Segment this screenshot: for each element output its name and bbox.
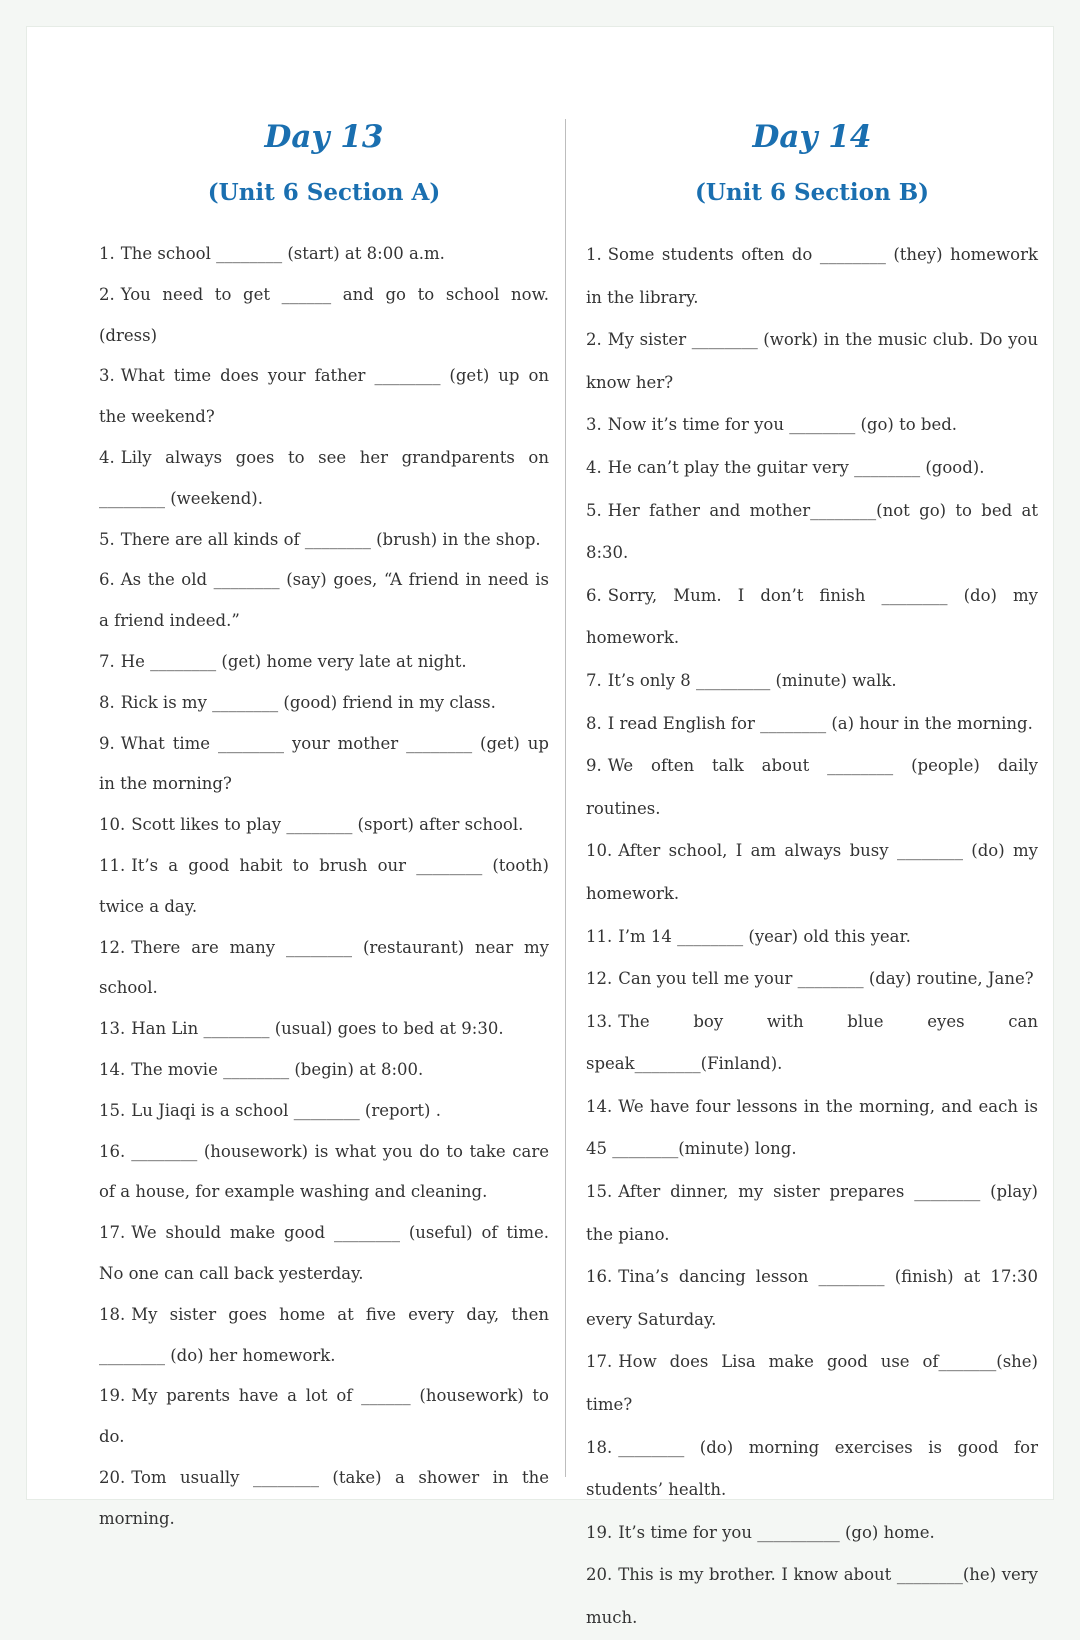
exercise-text: He ________ (get) home very late at night. — [120, 651, 467, 671]
exercise-number: 9. — [99, 733, 115, 753]
exercise-text: The boy with blue eyes can speak________(Finland). — [586, 1011, 1038, 1074]
exercise-item — [586, 447, 1038, 490]
exercise-text: This is my brother. I know about ________(he) very much. — [586, 1565, 1038, 1627]
exercise-item — [99, 1295, 549, 1377]
exercise-item — [99, 928, 549, 1010]
day14-subtitle: (Unit 6 Section B) — [694, 179, 930, 206]
exercise-item — [99, 520, 549, 561]
exercise-item — [99, 683, 549, 724]
exercise-item — [99, 1050, 549, 1091]
exercise-number: 2. — [99, 284, 115, 304]
exercise-number: 3. — [99, 366, 115, 386]
exercise-text: ________ (housework) is what you do to take care of a house, for example washing and cleaning. — [99, 1141, 549, 1202]
exercise-item — [586, 660, 1038, 703]
exercise-text: Tom usually ________ (take) a shower in the morning. — [99, 1467, 549, 1528]
exercise-text: He can’t play the guitar very ________ (good). — [607, 457, 985, 477]
exercise-item — [586, 319, 1038, 404]
exercise-text: Some students often do ________ (they) homework in the library. — [586, 245, 1038, 307]
exercise-number: 4. — [586, 457, 602, 477]
day13-exercise-list — [99, 234, 549, 1540]
exercise-text: Lu Jiaqi is a school ________ (report) . — [131, 1100, 441, 1120]
exercise-number: 11. — [99, 855, 126, 875]
exercise-text: Rick is my ________ (good) friend in my class. — [120, 692, 496, 712]
exercise-text: What time does your father ________ (get) up on the weekend? — [99, 366, 549, 427]
exercise-item — [586, 958, 1038, 1001]
exercise-number: 4. — [99, 447, 115, 467]
exercise-item — [99, 1009, 549, 1050]
column-divider — [565, 119, 566, 1477]
exercise-text: My sister ________ (work) in the music club. Do you know her? — [586, 330, 1038, 392]
exercise-item — [99, 1376, 549, 1458]
exercise-number: 6. — [586, 585, 602, 605]
exercise-text: The movie ________ (begin) at 8:00. — [131, 1059, 424, 1079]
exercise-item — [99, 438, 549, 520]
exercise-item — [99, 846, 549, 928]
exercise-text: We have four lessons in the morning, and each is 45 ________(minute) long. — [586, 1096, 1038, 1159]
exercise-item — [99, 724, 549, 806]
day13-subtitle: (Unit 6 Section A) — [207, 179, 441, 206]
exercise-number: 6. — [99, 570, 115, 590]
exercise-number: 10. — [99, 815, 126, 835]
exercise-item — [99, 234, 549, 275]
exercise-text: Now it’s time for you ________ (go) to bed. — [607, 415, 958, 435]
exercise-item — [99, 642, 549, 683]
exercise-number: 7. — [99, 651, 115, 671]
exercise-item — [586, 1171, 1038, 1256]
exercise-text: Sorry, Mum. I don’t finish ________ (do) my homework. — [586, 585, 1038, 648]
exercise-text: How does Lisa make good use of_______(she) time? — [586, 1352, 1038, 1415]
exercise-text: There are all kinds of ________ (brush) in the shop. — [120, 529, 541, 549]
exercise-number: 7. — [586, 670, 602, 690]
exercise-item — [99, 805, 549, 846]
exercise-number: 16. — [586, 1267, 613, 1287]
exercise-text: My parents have a lot of ______ (housework) to do. — [99, 1386, 549, 1447]
exercise-number: 14. — [586, 1096, 613, 1116]
exercise-item — [586, 1001, 1038, 1086]
exercise-item — [99, 560, 549, 642]
exercise-item — [586, 1512, 1038, 1555]
day14-title: Day 14 — [752, 119, 872, 155]
exercise-text: Her father and mother________(not go) to bed at 8:30. — [586, 500, 1038, 563]
exercise-number: 12. — [586, 969, 613, 989]
exercise-text: Tina’s dancing lesson ________ (finish) at 17:30 every Saturday. — [586, 1267, 1038, 1329]
exercise-item — [586, 1427, 1038, 1512]
exercise-number: 10. — [586, 841, 613, 861]
exercise-number: 2. — [586, 330, 602, 350]
exercise-item — [586, 1086, 1038, 1171]
exercise-number: 5. — [586, 500, 602, 520]
exercise-text: You need to get ______ and go to school now. (dress) — [99, 284, 549, 345]
exercise-text: After dinner, my sister prepares ________ (play) the piano. — [586, 1182, 1038, 1244]
day14-exercise-list — [586, 234, 1038, 1640]
exercise-item — [99, 275, 549, 357]
exercise-number: 20. — [586, 1565, 613, 1585]
exercise-number: 1. — [99, 244, 115, 263]
exercise-text: Can you tell me your ________ (day) routine, Jane? — [618, 969, 1034, 989]
exercise-text: What time ________ your mother ________ (get) up in the morning? — [99, 733, 549, 794]
exercise-text: It’s time for you __________ (go) home. — [618, 1522, 935, 1542]
exercise-text: Scott likes to play ________ (sport) after school. — [131, 815, 524, 835]
exercise-item — [586, 404, 1038, 447]
exercise-number: 3. — [586, 415, 602, 435]
exercise-text: My sister goes home at five every day, then ________ (do) her homework. — [99, 1304, 549, 1365]
exercise-text: I’m 14 ________ (year) old this year. — [618, 926, 911, 946]
exercise-text: The school ________ (start) at 8:00 a.m. — [120, 244, 445, 263]
exercise-text: Han Lin ________ (usual) goes to bed at 9:30. — [131, 1019, 504, 1039]
exercise-item — [586, 1554, 1038, 1639]
exercise-number: 13. — [586, 1011, 613, 1031]
exercise-number: 19. — [586, 1522, 613, 1542]
exercise-number: 5. — [99, 529, 115, 549]
exercise-item — [99, 1091, 549, 1132]
exercise-item — [586, 575, 1038, 660]
exercise-number: 17. — [586, 1352, 613, 1372]
exercise-number: 12. — [99, 937, 126, 957]
worksheet-page — [26, 26, 1054, 1627]
exercise-number: 18. — [99, 1304, 126, 1324]
exercise-number: 18. — [586, 1437, 613, 1457]
exercise-number: 19. — [99, 1386, 126, 1406]
exercise-number: 15. — [99, 1100, 126, 1120]
exercise-number: 9. — [586, 756, 602, 776]
exercise-number: 8. — [586, 713, 602, 733]
exercise-item — [586, 916, 1038, 959]
exercise-number: 15. — [586, 1182, 613, 1202]
day13-title: Day 13 — [264, 119, 384, 155]
exercise-text: I read English for ________ (a) hour in the morning. — [607, 713, 1033, 733]
exercise-text: We often talk about ________ (people) daily routines. — [586, 756, 1038, 818]
exercise-number: 20. — [99, 1467, 126, 1487]
exercise-item — [586, 745, 1038, 830]
exercise-text: As the old ________ (say) goes, “A friend in need is a friend indeed.” — [99, 570, 549, 631]
exercise-item — [99, 356, 549, 438]
exercise-item — [586, 1341, 1038, 1426]
exercise-text: It’s a good habit to brush our ________ (tooth) twice a day. — [99, 855, 549, 916]
exercise-number: 13. — [99, 1019, 126, 1039]
exercise-item — [99, 1458, 549, 1540]
exercise-number: 17. — [99, 1223, 126, 1243]
exercise-text: We should make good ________ (useful) of time. No one can call back yesterday. — [99, 1223, 549, 1283]
exercise-number: 1. — [586, 245, 602, 264]
exercise-text: After school, I am always busy ________ (do) my homework. — [586, 841, 1038, 903]
exercise-text: ________ (do) morning exercises is good for students’ health. — [586, 1437, 1038, 1500]
exercise-text: It’s only 8 _________ (minute) walk. — [607, 670, 897, 690]
exercise-text: There are many ________ (restaurant) near my school. — [99, 937, 549, 998]
exercise-number: 8. — [99, 692, 115, 712]
exercise-number: 14. — [99, 1059, 126, 1079]
exercise-item — [586, 830, 1038, 915]
exercise-number: 11. — [586, 926, 613, 946]
exercise-item — [586, 234, 1038, 319]
exercise-number: 16. — [99, 1141, 126, 1161]
exercise-item — [586, 490, 1038, 575]
exercise-item — [586, 703, 1038, 746]
exercise-item — [99, 1213, 549, 1295]
exercise-item — [586, 1256, 1038, 1341]
exercise-text: Lily always goes to see her grandparents on ________ (weekend). — [99, 447, 549, 508]
exercise-item — [99, 1132, 549, 1214]
